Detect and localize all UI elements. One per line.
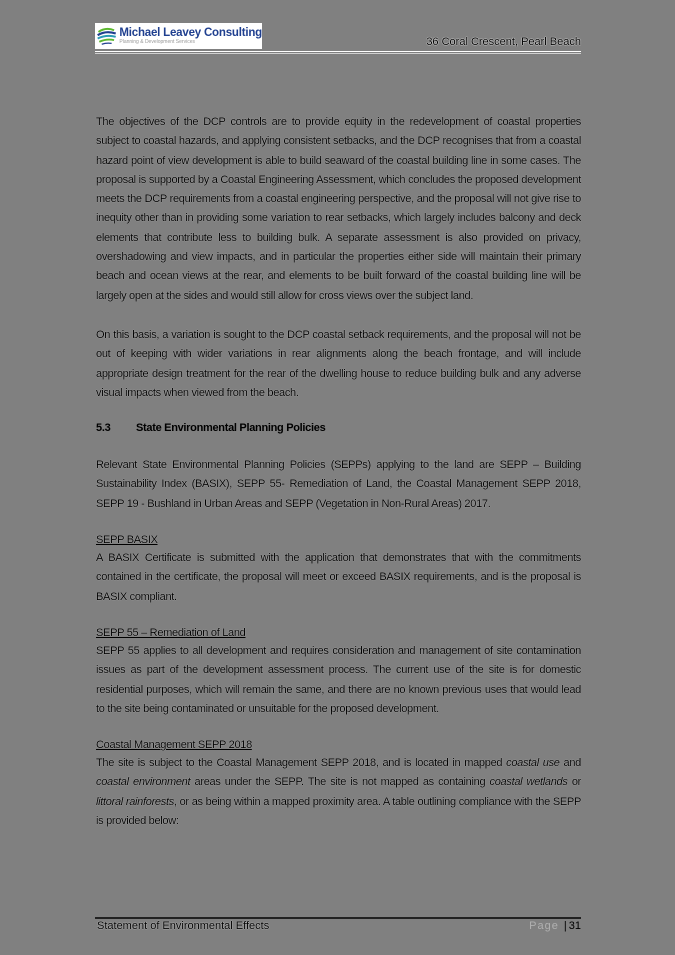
emphasis-coastal-environment: coastal environment — [96, 776, 191, 789]
paragraph-dcp-objectives: The objectives of the DCP controls are to provide equity in the redevelopment of coastal properties subject to coastal hazards, and applying consistent setbacks, and the DCP recognises that from a coastal hazard point of view development is able to build seaward of the coastal building line in some cases. The proposal is supported by a Coastal Engineering Assessment, which concludes the proposed development meets the DCP requirements from a coastal engineering perspective, and the proposal will not give rise to inequity other than in providing some variation to rear setbacks, which largely includes balcony and deck elements that contribute less to building bulk. A separate assessment is also provided on privacy, overshadowing and view impacts, and in particular the properties either side will maintain their primary beach and ocean views at the rear, and elements to be built forward of the coastal building line will be largely open at the sides and would still allow for cross views over the subject land. — [96, 116, 581, 302]
subsection-title: SEPP 55 – Remediation of Land — [96, 626, 246, 639]
section-number: 5.3 — [96, 422, 111, 435]
subsection-text: SEPP 55 applies to all development and requires consideration and management of site contamination issues as part of the development assessment process. The current use of the site is for domestic residential purposes, which will remain the same, and there are no known previous uses that would lead to the site being contaminated or unsuitable for the proposed development. — [96, 644, 581, 715]
subsection-text — [96, 754, 581, 831]
subsection-coastal-management — [96, 737, 581, 831]
paragraph-sepps: Relevant State Environmental Planning Policies (SEPPs) applying to the land are SEPP – Building Sustainability Index (BASIX), SEPP 55- Remediation of Land, the Coastal Management SEPP 2018, SEPP 19 - Bushland in Urban Areas and SEPP (Vegetation in Non-Rural Areas) 2017. — [96, 459, 581, 510]
text-run: areas under the SEPP. The site is not mapped as containing — [190, 776, 490, 789]
footer-document-title: Statement of Environmental Effects — [97, 920, 270, 932]
subsection-text: A BASIX Certificate is submitted with the application that demonstrates that with the commitments contained in the certificate, the proposal will meet or exceed BASIX requirements, and is the proposal is BASIX compliant. — [96, 552, 581, 603]
paragraph-variation: On this basis, a variation is sought to the DCP coastal setback requirements, and the proposal will not be out of keeping with wider variations in rear alignments along the beach frontage, and will include appropriate design treatment for the rear of the dwelling house to reduce building bulk and any adverse visual impacts when viewed from the beach. — [96, 328, 581, 399]
emphasis-littoral-rainforests: littoral rainforests — [96, 795, 174, 808]
subsection-title: Coastal Management SEPP 2018 — [96, 739, 252, 752]
footer-page-indicator — [529, 920, 581, 932]
page-body — [96, 113, 581, 831]
text-run: The site is subject to the Coastal Management SEPP 2018, and is located in mapped — [96, 757, 507, 770]
company-tagline: Planning & Development Services — [119, 38, 195, 45]
company-logo — [95, 23, 262, 49]
subsection-sepp-55 — [96, 625, 581, 719]
page-separator: | — [563, 920, 567, 932]
header-divider — [95, 51, 581, 52]
header-address: 36 Coral Crescent, Pearl Beach — [426, 36, 581, 48]
page-number: 31 — [568, 920, 581, 932]
text-run: and — [559, 757, 581, 770]
page-label: Page — [529, 920, 559, 932]
emphasis-coastal-use: coastal use — [506, 757, 560, 770]
footer-divider — [95, 917, 581, 919]
section-heading — [96, 422, 581, 434]
subsection-title: SEPP BASIX — [96, 534, 158, 547]
section-title: State Environmental Planning Policies — [136, 422, 326, 435]
header-divider-shadow — [95, 53, 581, 54]
globe-swoosh-icon — [96, 24, 117, 48]
text-run: , or as being within a mapped proximity area. A table outlining compliance with the SEPP is provided below: — [96, 795, 581, 828]
company-name: Michael Leavey Consulting — [119, 26, 262, 39]
text-run: or — [567, 776, 582, 789]
subsection-sepp-basix — [96, 532, 581, 607]
emphasis-coastal-wetlands: coastal wetlands — [489, 776, 568, 789]
